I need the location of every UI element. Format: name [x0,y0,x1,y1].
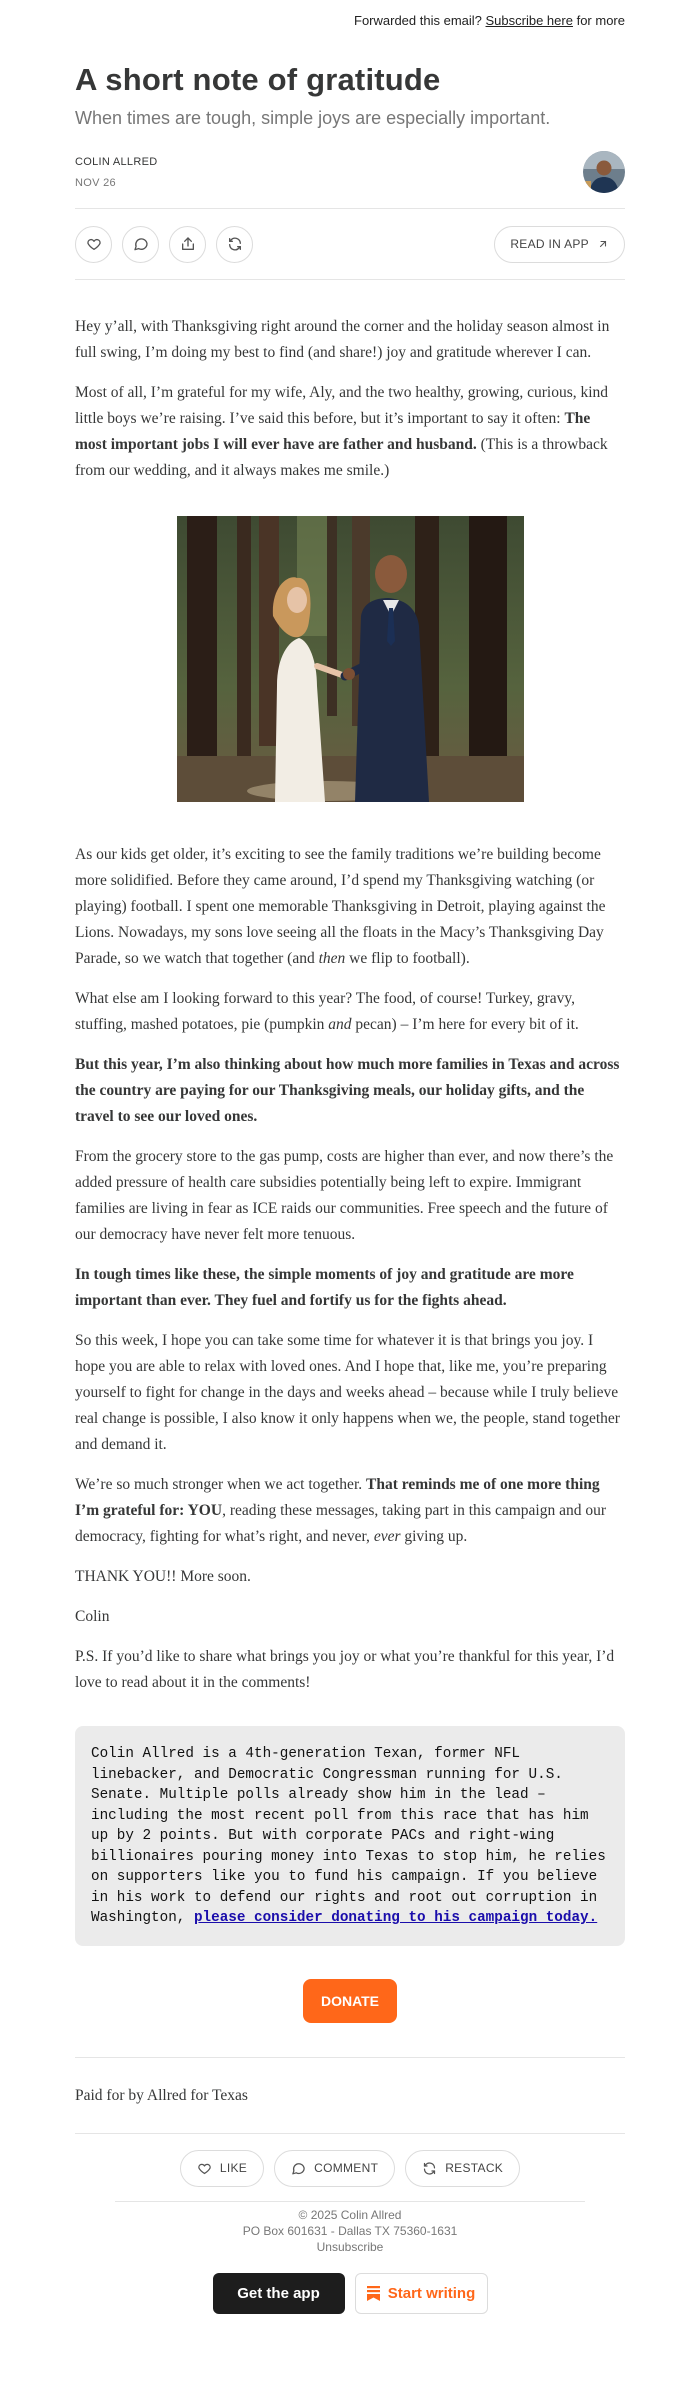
paragraph: In tough times like these, the simple moments of joy and gratitude are more important than ever. They fuel and fortify us for the fights ahead. [75,1266,574,1309]
forward-notice [75,0,625,40]
paragraph: As our kids get older, it’s exciting to see the family traditions we’re building become more solidified. Before they came around, I’d spend my Thanksgiving watching (or playing) football. I spent one memorable Thanksgiving in Detroit, playing against the Lions. Nowadays, my sons love seeing all the floats in the Macy’s Thanksgiving Day Parade, so we watch that together (and then we flip to football). [75,846,606,967]
post-subtitle: When times are tough, simple joys are especially important. [75,108,551,128]
start-writing-label: Start writing [387,2284,476,2302]
email-container [75,0,625,2314]
post-date: NOV 26 [75,176,116,189]
copyright: © 2025 Colin Allred [298,2207,402,2222]
paragraph: Colin [75,1608,110,1625]
restack-label: RESTACK [445,2161,504,2175]
paragraph: So this week, I hope you can take some time for whatever it is that brings you joy. I hope you are able to relax with loved ones. And I hope that, like me, you’re preparing yourself to fight for change in the days and weeks ahead – because while I truly believe real change is possible, I also know it only happens when we, the people, stand together and demand it. [75,1332,620,1453]
byline [75,151,625,193]
wedding-photo[interactable] [177,516,524,802]
paragraph: Most of all, I’m grateful for my wife, Aly, and the two healthy, growing, curious, kind little boys we’re raising. I’ve said this before, but it’s important to say it often: The most important jobs I will ever have are father and husband. (This is a throwback from our wedding, and it always makes me smile.) [75,384,609,479]
heart-icon [86,236,102,252]
avatar[interactable] [583,151,625,193]
donate-link[interactable]: please consider donating to his campaign today. [193,1910,598,1926]
unsubscribe-link[interactable]: Unsubscribe [316,2239,384,2254]
footer-comment-button[interactable] [274,2150,395,2187]
post-title[interactable]: A short note of gratitude [75,62,441,97]
read-in-app-button[interactable] [494,226,625,263]
share-button[interactable] [169,226,206,263]
paragraph: Hey y’all, with Thanksgiving right around the corner and the holiday season almost in full swing, I’m doing my best to find (and share!) joy and gratitude wherever I can. [75,318,610,361]
footer-restack-button[interactable] [405,2150,520,2187]
like-label: LIKE [219,2161,248,2175]
get-the-app-button[interactable]: Get the app [213,2273,345,2314]
paragraph: THANK YOU!! More soon. [75,1568,251,1585]
forward-suffix: for more [576,13,625,28]
campaign-callout [75,1726,625,1946]
like-button[interactable] [75,226,112,263]
callout-text: Colin Allred is a 4th-generation Texan, former NFL linebacker, and Democratic Congressman running for U.S. Senate. Multiple polls already show him in the lead – including the most recent poll from this race that has him up by 2 points. But with corporate PACs and right-wing billionaires pouring money into Texas to stop him, he relies on supporters like you to fund his campaign. If you believe in his work to defend our rights and root out corruption in Washington, [91,1746,606,1926]
comment-icon [133,236,149,252]
comment-button[interactable] [122,226,159,263]
restack-button[interactable] [216,226,253,263]
divider [75,2133,625,2134]
share-icon [180,236,196,252]
subscribe-link[interactable]: Subscribe here [485,13,573,28]
paragraph: From the grocery store to the gas pump, costs are higher than ever, and now there’s the added pressure of health care subsidies potentially being left to expire. Immigrant families are living in fear as ICE raids our communities. Free speech and the future of our democracy have never felt more tenuous. [75,1148,614,1243]
restack-icon [227,236,243,252]
arrow-up-right-icon [597,238,609,250]
substack-logo-icon [367,2286,380,2301]
paragraph: But this year, I’m also thinking about how much more families in Texas and across the country are paying for our Thanksgiving meals, our holiday gifts, and the travel to see our loved ones. [75,1056,620,1125]
app-buttons [75,2273,625,2314]
comment-label: COMMENT [314,2161,379,2175]
read-in-app-label: READ IN APP [510,237,589,251]
mailing-address: PO Box 601631 - Dallas TX 75360-1631 [242,2223,458,2238]
comment-icon [291,2161,306,2176]
footer-like-button[interactable] [180,2150,264,2187]
paid-for-notice: Paid for by Allred for Texas [75,2086,248,2104]
post-body [75,314,625,1696]
heart-icon [197,2161,212,2176]
paragraph: What else am I looking forward to this year? The food, of course! Turkey, gravy, stuffing, mashed potatoes, pie (pumpkin and pecan) – I’m here for every bit of it. [75,990,579,1033]
footer-actions [75,2150,625,2187]
donate-button[interactable]: DONATE [303,1979,397,2023]
restack-icon [422,2161,437,2176]
action-bar [75,208,625,280]
forward-prefix: Forwarded this email? [354,13,482,28]
footer-meta [75,2202,625,2255]
start-writing-button[interactable] [355,2273,488,2314]
paragraph: We’re so much stronger when we act together. That reminds me of one more thing I’m grateful for: YOU, reading these messages, taking part in this campaign and our democracy, fighting for what’s right, and never, ever giving up. [75,1476,607,1545]
paragraph: P.S. If you’d like to share what brings you joy or what you’re thankful for this year, I’d love to read about it in the comments! [75,1648,615,1691]
author-name[interactable]: COLIN ALLRED [75,155,158,168]
